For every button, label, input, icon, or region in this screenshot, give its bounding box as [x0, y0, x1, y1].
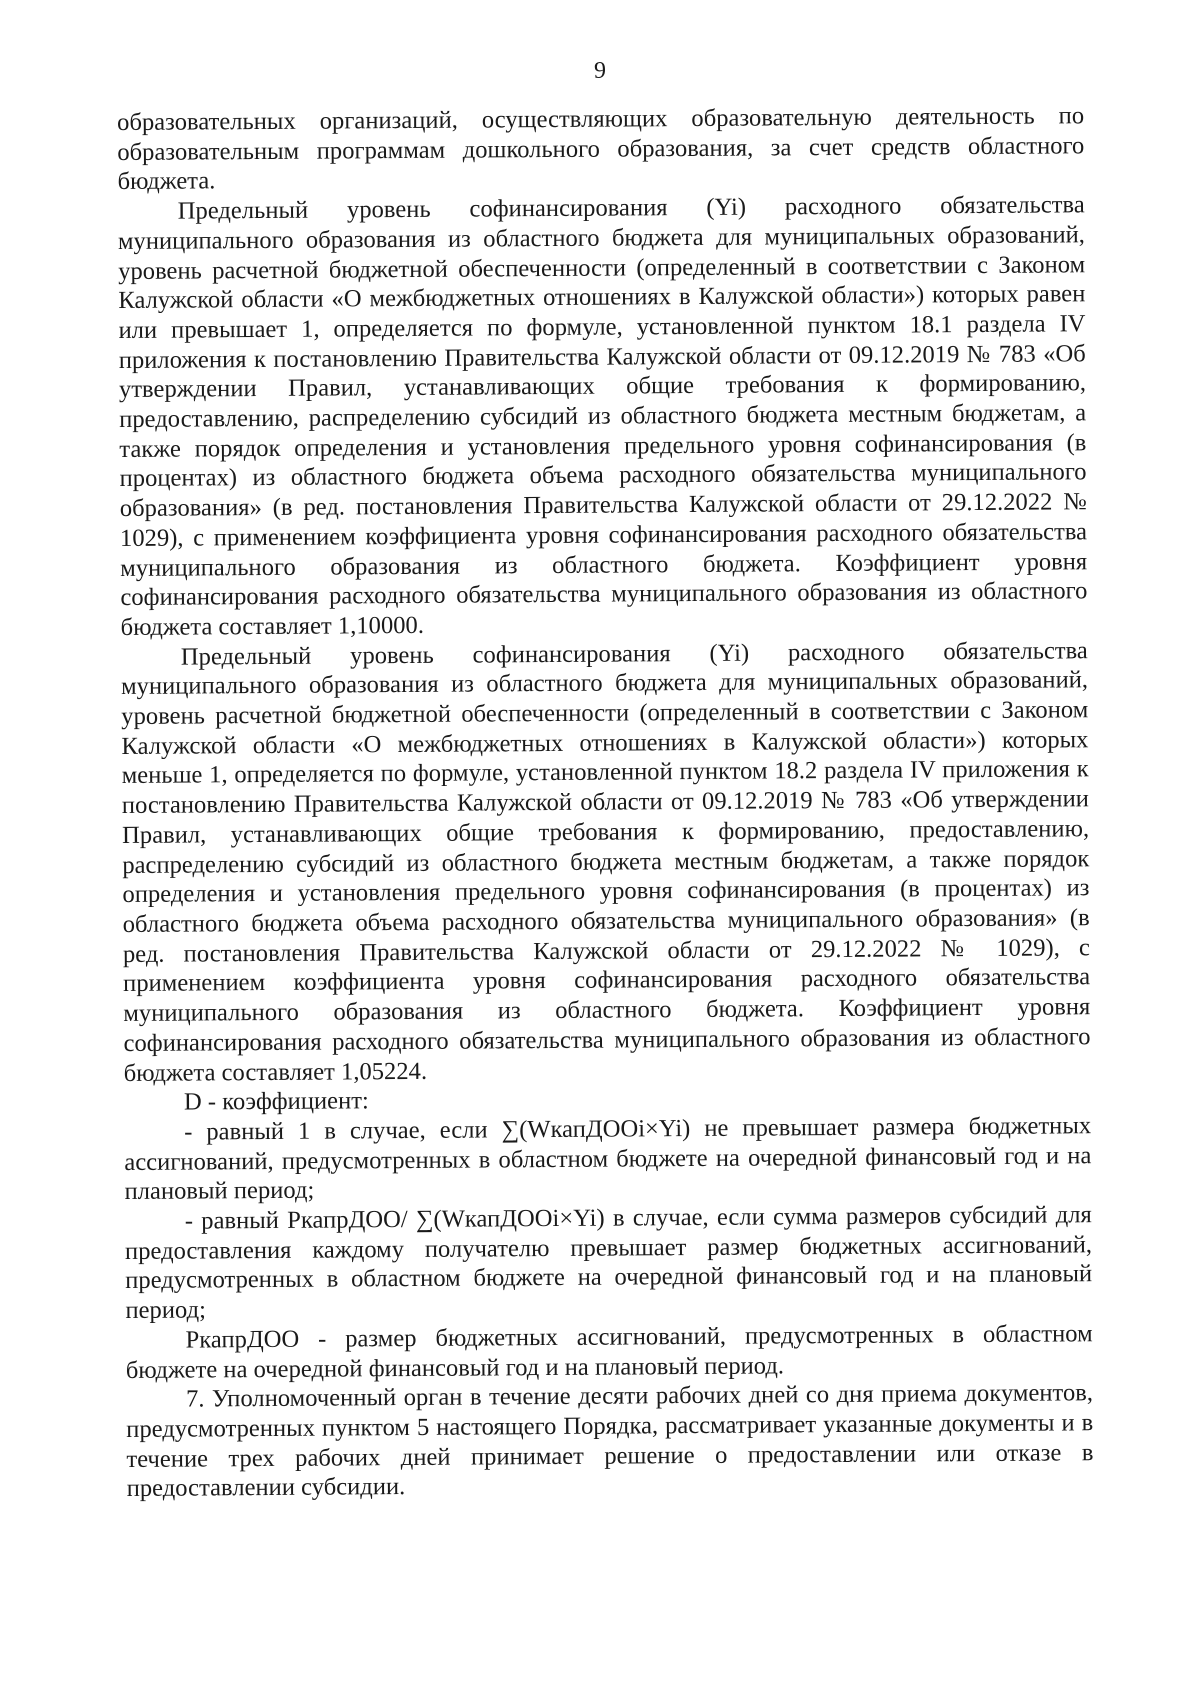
paragraph-d-coefficient: D - коэффициент:: [183, 1087, 369, 1116]
paragraph-continuation: образовательных организаций, осуществляющих образовательную деятельность по образовательным программам дошкольного образования, за счет средств областного бюджета.: [117, 102, 1085, 196]
paragraph-rkaprdoo: РкапрДОО - размер бюджетных ассигнований, предусмотренных в областном бюджете на очередной финансовый год и на плановый период.: [125, 1320, 1093, 1384]
paragraph-yi-lt-1: Предельный уровень софинансирования (Yi) расходного обязательства муниципального образования из областного бюджета для муниципальных образований, уровень расчетной бюджетной обеспеченности (определенный в соответствии с Законом Калужской области «О межбюджетных отношениях в Калужской области») которых меньше 1, определяется по формуле, установленной пунктом 18.2 раздела IV приложения к постановлению Правительства Калужской области от 09.12.2019 № 783 «Об утверждении Правил, устанавливающих общие требования к формированию, предоставлению, распределению субсидий из областного бюджета местным бюджетам, а также порядок определения и установления предельного уровня софинансирования (в процентах) из областного бюджета объема расходного обязательства муниципального образования» (в ред. постановления Правительства Калужской области от 29.12.2022 № 1029), с применением коэффициента уровня софинансирования расходного обязательства муниципального образования из областного бюджета. Коэффициент уровня софинансирования расходного обязательства муниципального образования из областного бюджета составляет 1,05224.: [120, 636, 1091, 1087]
paragraph-d-equal-1: - равный 1 в случае, если ∑(WкапДООi×Yi) не превышает размера бюджетных ассигнований, предусмотренных в областном бюджете на очередной финансовый год и на плановый период;: [124, 1112, 1092, 1206]
paragraph-yi-ge-1: Предельный уровень софинансирования (Yi) расходного обязательства муниципального образования из областного бюджета для муниципальных образований, уровень расчетной бюджетной обеспеченности (определенный в соответствии с Законом Калужской области «О межбюджетных отношениях в Калужской области») которых равен или превышает 1, определяется по формуле, установленной пунктом 18.1 раздела IV приложения к постановлению Правительства Калужской области от 09.12.2019 № 783 «Об утверждении Правил, устанавливающих общие требования к формированию, предоставлению, распределению субсидий из областного бюджета местным бюджетам, а также порядок определения и установления предельного уровня софинансирования (в процентах) из областного бюджета объема расходного обязательства муниципального образования» (в ред. постановления Правительства Калужской области от 29.12.2022 № 1029), с применением коэффициента уровня софинансирования расходного обязательства муниципального образования из областного бюджета. Коэффициент уровня софинансирования расходного обязательства муниципального образования из областного бюджета составляет 1,10000.: [117, 191, 1088, 641]
page-number: 9: [594, 58, 606, 84]
paragraph-item-7: 7. Уполномоченный орган в течение десяти рабочих дней со дня приема документов, предусмотренных пунктом 5 настоящего Порядка, рассматривает указанные документы и в течение трех рабочих дней принимает решение о предоставлении или отказе в предоставлении субсидии.: [126, 1379, 1094, 1503]
paragraph-d-ratio: - равный РкапрДОО/ ∑(WкапДООi×Yi) в случае, если сумма размеров субсидий для предоставления каждому получателю превышает размер бюджетных ассигнований, предусмотренных в областном бюджете на очередной финансовый год и на плановый период;: [124, 1201, 1093, 1325]
document-body: [117, 101, 1094, 1504]
